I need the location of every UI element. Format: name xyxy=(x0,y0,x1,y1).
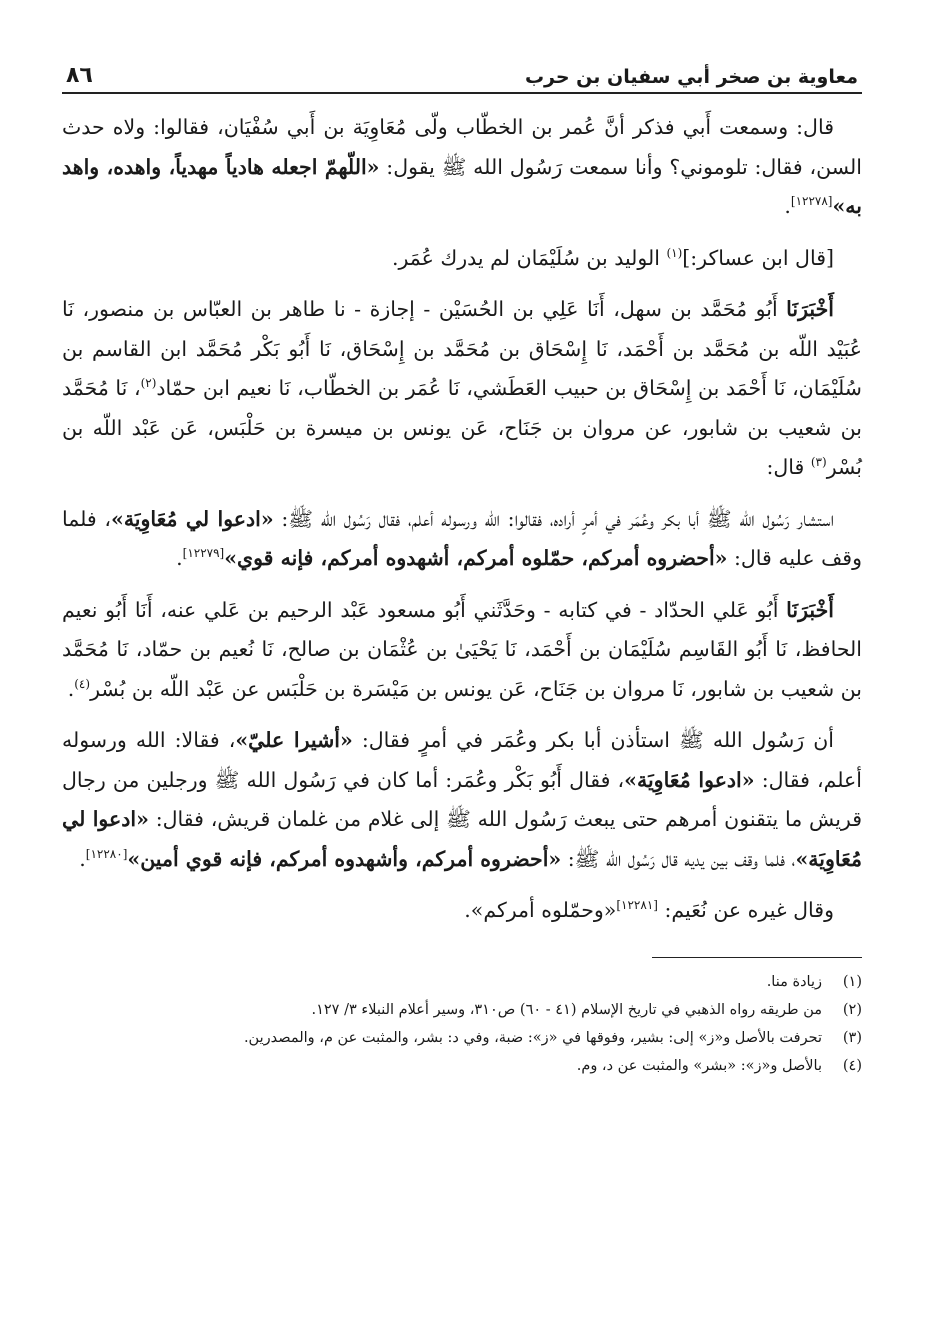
reference-marker: (١) xyxy=(666,245,683,260)
paragraph xyxy=(62,891,862,931)
emphasized-text: «ادعوا مُعَاوِيَة» xyxy=(624,767,755,792)
text-span: . xyxy=(67,676,75,701)
text-span: ، فقال أَبُو بَكْر وعُمَر: أما كان في رَسُول الله ﷺ ورجلين من رجال قريش ما يتقنون أمرهم حتى يبعث رَسُول الله ﷺ إلى غلام من غلمان قريش، فقال: xyxy=(62,767,863,831)
footnote-number: (٢) xyxy=(842,1001,862,1018)
text-span: [قال ابن عساكر:] xyxy=(682,245,834,270)
footnote-number: (١) xyxy=(842,973,862,990)
reference-marker: (٢) xyxy=(140,376,157,391)
reference-marker: (٣) xyxy=(810,455,827,470)
text-span: استشار رَسُول الله ﷺ أبا بكر وعُمَر في أمرٍ أراده، فقالوا: الله ورسوله أعلم، فقال رَسُول الله ﷺ: xyxy=(273,506,834,531)
reference-marker: [١٢٢٧٩] xyxy=(182,546,225,561)
paragraph xyxy=(62,108,862,227)
emphasized-text: أَخْبَرَنَا xyxy=(786,597,834,622)
page-header xyxy=(62,52,862,94)
paragraph xyxy=(62,500,862,579)
footnote-text: بالأصل و«ز»: «بشر» والمثبت عن د، وم. xyxy=(576,1057,822,1074)
emphasized-text: «ادعوا لي مُعَاوِيَة» xyxy=(62,807,862,871)
paragraph xyxy=(62,591,862,710)
paragraph xyxy=(62,721,862,879)
text-span: . xyxy=(176,546,183,570)
text-span: ، فلما وقف بين يديه قال رَسُول الله ﷺ: xyxy=(561,846,796,871)
text-span: ، فلما وقف عليه قال: xyxy=(62,506,862,570)
text-span: أَبُو مُحَمَّد بن سهل، أَنَا عَلِي بن الحُسَيْن - إجازة - نا طاهر بن العبّاس بن منصور، نَا عُبَيْد اللّه بن مُحَمَّد بن أَحْمَد، نَا إِسْحَاق بن مُحَمَّد بن إِسْحَاق، نَا أَبُو بَكْر مُحَمَّد ابن القاسم بن سُلَيْمَان، نَا أَحْمَد بن إِسْحَاق بن حبيب العَطَشي، نَا عُمَر بن الخطّاب، نَا نعيم ابن حمّاد xyxy=(62,297,862,400)
footnote-text: من طريقه رواه الذهبي في تاريخ الإسلام (٤١ - ٦٠) ص٣١٠، وسير أعلام النبلاء ٣/ ١٢٧. xyxy=(311,1001,822,1018)
text-span: قال: وسمعت أَبي فذكر أنَّ عُمر بن الخطّاب ولّى مُعَاوِيَة بن أَبي سُفْيَان، فقالوا: ولاه حدث السن، فقال: تلوموني؟ وأنا سمعت رَسُول الله ﷺ يقول: xyxy=(62,115,862,179)
page-number: ٨٦ xyxy=(66,63,93,88)
emphasized-text: أَخْبَرَنَا xyxy=(786,297,834,321)
body-text xyxy=(62,108,862,931)
text-span: قال: xyxy=(766,455,811,479)
reference-marker: [١٢٢٨٠] xyxy=(85,846,128,861)
text-span: . xyxy=(79,846,86,871)
footnote-number: (٤) xyxy=(842,1057,862,1074)
text-span: الوليد بن سُلَيْمَان لم يدرك عُمَر. xyxy=(391,245,667,270)
footnote xyxy=(62,1024,862,1052)
book-page xyxy=(62,52,862,1080)
reference-marker: [١٢٢٧٨] xyxy=(790,194,833,209)
footnote-divider xyxy=(652,957,862,958)
text-span: أَبُو عَلي الحدّاد - في كتابه - وحَدَّثَني أَبُو مسعود عَبْد الرحيم بن عَلي عنه، أَنَا أَبُو نعيم الحافظ، نَا أَبُو القَاسِم سُلَيْمَان بن أَحْمَد، نَا يَحْيَىٰ بن عُثْمَان بن صالح، نَا نُعيم بن حمّاد، نَا مُحَمَّد بن شعيب بن شابور، نَا مروان بن جَنَاح، عَن يونس بن مَيْسَرة بن حَلْبَس عن عَبْد اللّه بن بُسْر xyxy=(62,597,862,701)
emphasized-text: «أحضروه أمركم، وأشهدوه أمركم، فإنه قوي أمين» xyxy=(127,846,562,871)
footnote xyxy=(62,1052,862,1080)
reference-marker: [١٢٢٨١] xyxy=(616,898,658,913)
footnote-text: زيادة منا. xyxy=(766,973,822,990)
reference-marker: (٤) xyxy=(74,676,91,691)
emphasized-text: «أحضروه أمركم، حمّلوه أمركم، أشهدوه أمركم، فإنه قوي» xyxy=(224,546,728,570)
paragraph xyxy=(62,290,862,488)
text-span: «وحمّلوه أمركم». xyxy=(464,898,617,922)
emphasized-text: «ادعوا لي مُعَاوِيَة» xyxy=(111,506,274,531)
text-span: وقال غيره عن نُعَيم: xyxy=(657,898,834,922)
emphasized-text: «أشيرا عليّ» xyxy=(235,728,353,752)
footnote-number: (٣) xyxy=(842,1029,862,1046)
emphasized-text: «اللّهمّ اجعله هادياً مهدياً، واهده، واهد به» xyxy=(62,154,862,218)
text-span: أن رَسُول الله ﷺ استأذن أبا بكر وعُمَر في أمرٍ فقال: xyxy=(352,728,834,752)
footnote xyxy=(62,968,862,996)
text-span: ، نَا مُحَمَّد بن شعيب بن شابور، عن مروان بن جَنَاح، عَن يونس بن ميسرة بن حَلْبَس، عَن عَبْد اللّه بن بُسْر xyxy=(62,376,862,479)
footnote xyxy=(62,996,862,1024)
running-title: معاوية بن صخر أبي سفيان بن حرب xyxy=(524,66,858,88)
footnotes xyxy=(62,968,862,1080)
footnote-text: تحرفت بالأصل و«ز» إلى: بشير، وفوقها في «ز»: ضبة، وفي د: بشر، والمثبت عن م، والمصدرين. xyxy=(243,1029,822,1046)
text-span: ، فقالا: الله ورسوله أعلم، فقال: xyxy=(62,728,862,792)
paragraph xyxy=(62,239,862,279)
text-span: . xyxy=(784,194,791,218)
